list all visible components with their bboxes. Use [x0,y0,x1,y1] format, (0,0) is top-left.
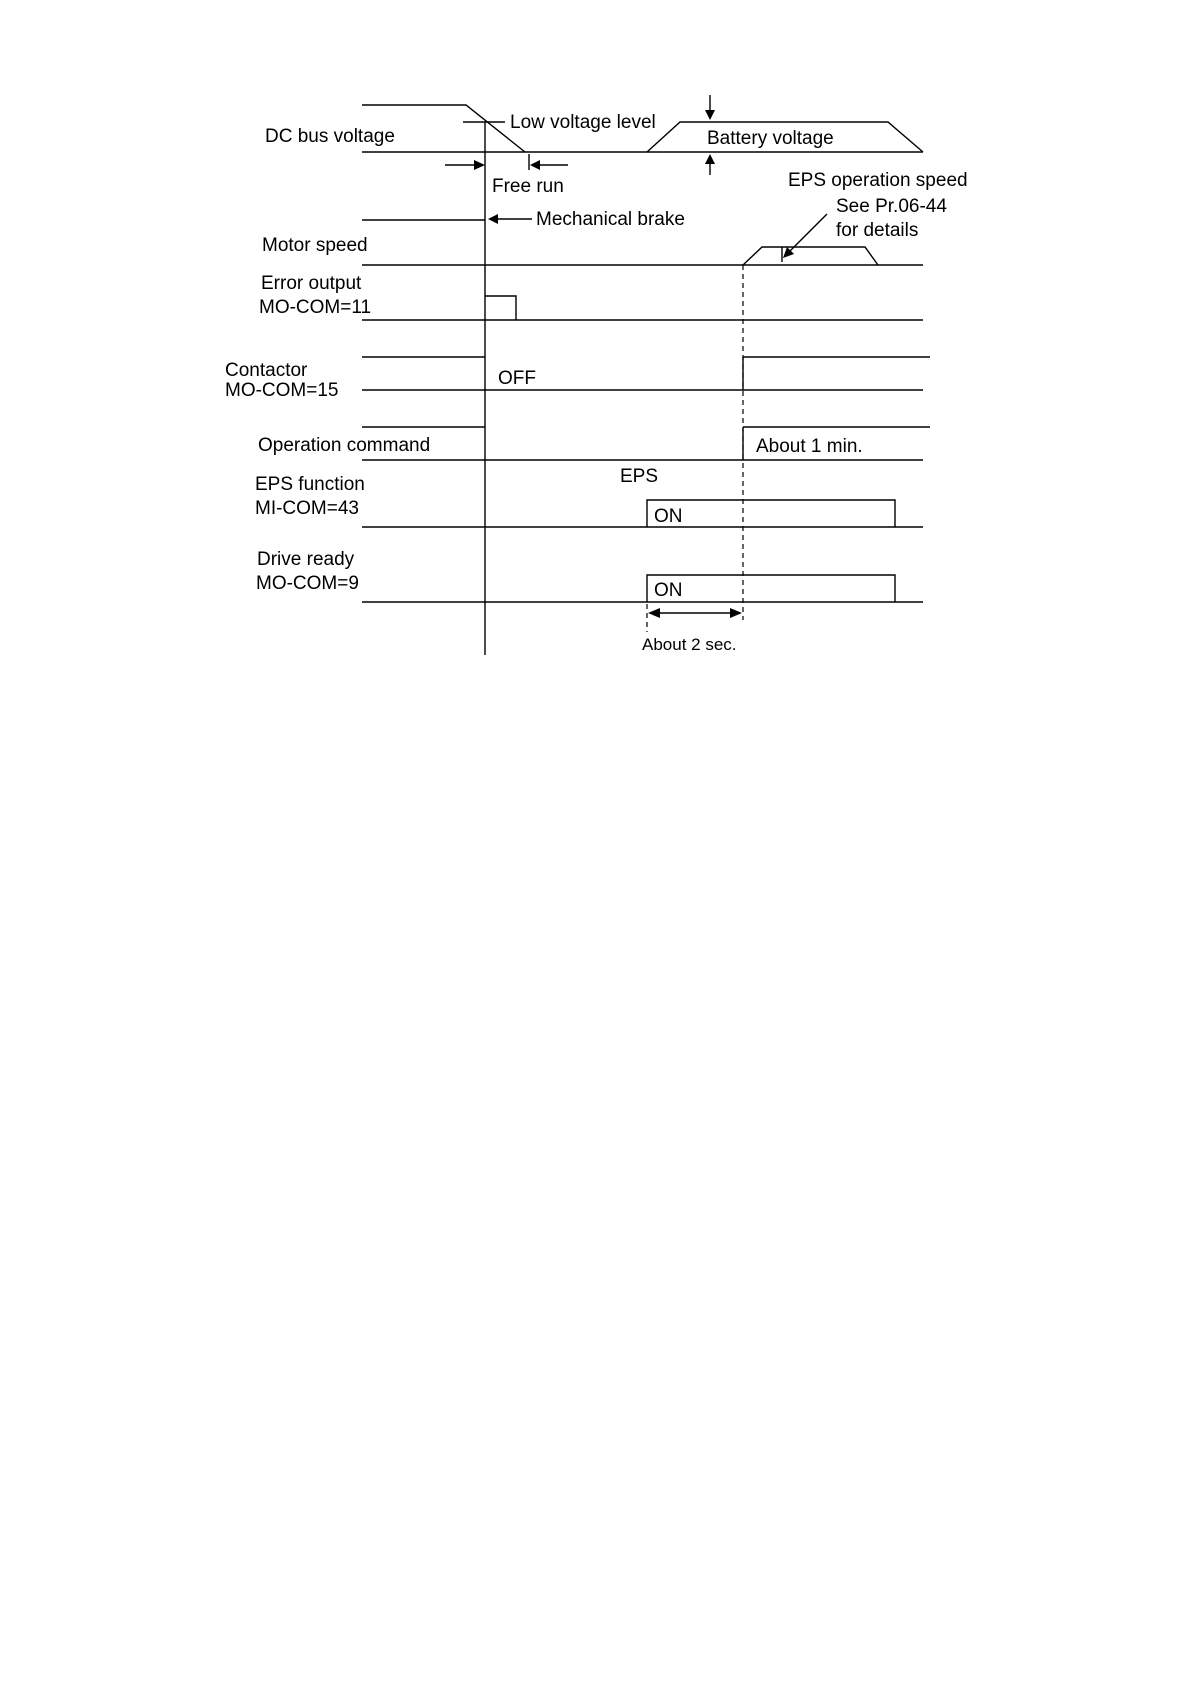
error-output-code: MO-COM=11 [259,297,372,318]
error-output-label: Error output [261,273,362,294]
drive-ready-label: Drive ready [257,549,355,570]
dc-bus-voltage-label: DC bus voltage [265,126,395,147]
eps-label: EPS [620,466,659,487]
eps-operation-speed-label: EPS operation speed [788,170,968,191]
contactor-label: Contactor [225,360,308,381]
eps-function-code: MI-COM=43 [255,498,359,519]
drive-ready-code: MO-COM=9 [256,573,359,594]
battery-voltage-label: Battery voltage [707,128,834,149]
free-run-left-arrowhead [474,160,485,170]
drive-ready-on-pulse [647,575,895,602]
mechanical-brake-label: Mechanical brake [536,209,685,230]
about-2-sec-left-arrowhead [648,608,660,618]
error-output-pulse [485,296,516,320]
battery-voltage-top-arrowhead [705,110,715,120]
drive-ready-on-label: ON [654,580,683,601]
about-2-sec-label: About 2 sec. [642,635,737,654]
free-run-right-arrowhead [530,160,540,170]
eps-function-on-label: ON [654,506,683,527]
eps-function-label: EPS function [255,474,365,495]
eps-speed-waveform [743,247,878,265]
mechanical-brake-arrowhead [488,214,498,224]
motor-speed-label: Motor speed [262,235,368,256]
eps-function-on-pulse [647,500,895,527]
for-details-label: for details [836,220,919,241]
about-1-min-label: About 1 min. [756,436,863,457]
free-run-label: Free run [492,176,564,197]
low-voltage-level-label: Low voltage level [510,112,656,133]
contactor-code: MO-COM=15 [225,380,339,401]
see-parameter-label: See Pr.06-44 [836,196,947,217]
operation-command-label: Operation command [258,435,431,456]
about-2-sec-right-arrowhead [730,608,742,618]
contactor-off-label: OFF [498,368,536,389]
battery-voltage-bottom-arrowhead [705,154,715,164]
